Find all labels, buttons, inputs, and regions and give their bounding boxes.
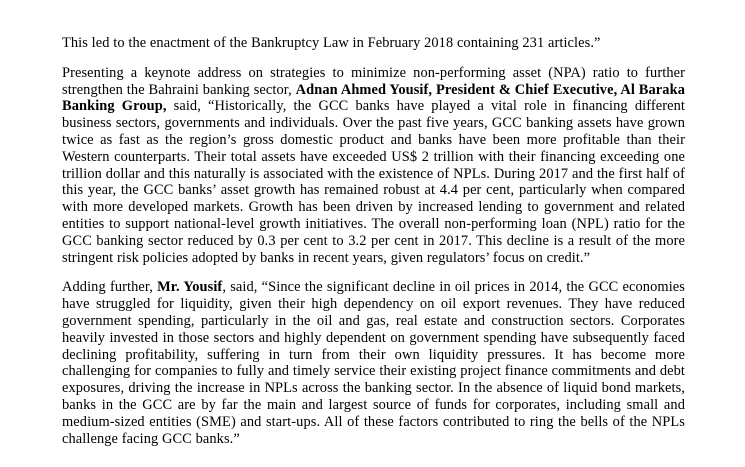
- bold-text-run: Mr. Yousif: [157, 279, 223, 296]
- text-run: , said, “Since the significant decline in oil prices in 2014, the GCC economies have struggled for liquidity, given their high dependency on oil export revenues. They have reduced government spending, particularly in the oil and gas, real estate and construction sectors. Corporates heavily invested in those sectors and highly dependent on government spending have subsequently faced declining profitability, suffering in turn from their own liquidity pressures. It has become more challenging for companies to fully and timely service their existing project finance commitments and debt exposures, driving the increase in NPLs across the banking sector. In the absence of liquid bond markets, banks in the GCC are by far the main and largest source of funds for corporates, including small and medium-sized entities (SME) and start-ups. All of these factors contributed to ring the bells of the NPLs challenge facing GCC banks.”: [62, 279, 685, 447]
- document-body: [62, 35, 685, 447]
- paragraph: [62, 65, 685, 267]
- paragraph: [62, 279, 685, 447]
- text-run: This led to the enactment of the Bankruptcy Law in February 2018 containing 231 articles.”: [62, 35, 601, 51]
- bold-text-run: Adnan Ahmed Yousif, President & Chief Executive, Al Baraka Banking Group,: [62, 81, 685, 115]
- text-run: Presenting a keynote address on strategies to minimize non-performing asset (NPA) ratio to further strengthen the Bahraini banking sector,: [62, 64, 685, 98]
- paragraph: [62, 35, 685, 52]
- text-run: said, “Historically, the GCC banks have played a vital role in financing different business sectors, governments and individuals. Over the past five years, GCC banking assets have grown twice as fast as the region’s gross domestic product and banks have been more profitable than their Western counterparts. Their total assets have exceeded US$ 2 trillion with their financing exceeding one trillion dollar and this naturally is associated with the existence of NPLs. During 2017 and the first half of this year, the GCC banks’ asset growth has remained robust at 4.4 per cent, particularly when compared with more developed markets. Growth has been driven by increased lending to government and related entities to support national-level growth initiatives. The overall non-performing loan (NPL) ratio for the GCC banking sector reduced by 0.3 per cent to 3.2 per cent in 2017. This decline is a result of the more stringent risk policies adopted by banks in recent years, given regulators’ focus on credit.”: [62, 98, 685, 266]
- text-run: Adding further,: [62, 279, 158, 296]
